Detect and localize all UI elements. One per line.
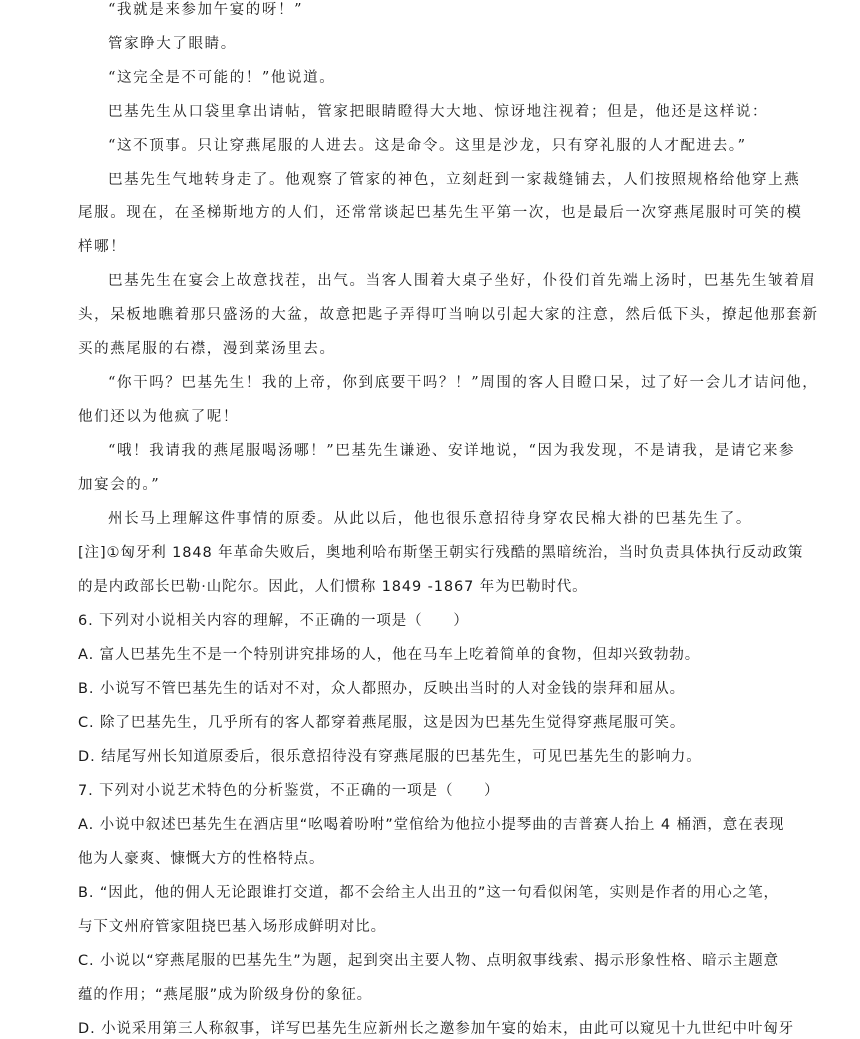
story-line: 买的燕尾服的右襟，漫到菜汤里去。 (78, 341, 336, 357)
question-6-option-b: B. 小说写不管巴基先生的话对不对，众人都照办，反映出当时的人对金钱的崇拜和屈从。 (78, 681, 686, 697)
question-7-stem: 7. 下列对小说艺术特色的分析鉴赏，不正确的一项是（ ） (78, 783, 500, 799)
story-line: 样哪！ (78, 239, 127, 255)
story-line: “哦！我请我的燕尾服喝汤哪！”巴基先生谦逊、安详地说，“因为我发现，不是请我，是请它来参 (108, 443, 796, 459)
story-line: 他们还以为他疯了呢！ (78, 409, 239, 425)
question-7-option-d: D. 小说采用第三人称叙事，详写巴基先生应新州长之邀参加午宴的始末，由此可以窥见十九世纪中叶匈牙 (78, 1021, 795, 1037)
story-line: “这完全是不可能的！”他说道。 (108, 70, 336, 86)
question-6-option-c: C. 除了巴基先生，几乎所有的客人都穿着燕尾服，这是因为巴基先生觉得穿燕尾服可笑。 (78, 715, 686, 731)
question-7-option-a-cont: 他为人豪爽、慷慨大方的性格特点。 (78, 851, 325, 867)
story-line: 巴基先生气地转身走了。他观察了管家的神色，立刻赶到一家裁缝铺去，人们按照规格给他穿上燕 (108, 172, 801, 188)
question-6-option-d: D. 结尾写州长知道原委后，很乐意招待没有穿燕尾服的巴基先生，可见巴基先生的影响力。 (78, 749, 702, 765)
story-line: 州长马上理解这件事情的原委。从此以后，他也很乐意招待身穿农民棉大褂的巴基先生了。 (108, 511, 752, 527)
question-6-stem: 6. 下列对小说相关内容的理解，不正确的一项是（ ） (78, 613, 469, 629)
story-line: “我就是来参加午宴的呀！” (108, 2, 304, 18)
question-7-option-c-cont: 蕴的作用；“燕尾服”成为阶级身份的象征。 (78, 987, 373, 1003)
story-line: 加宴会的。” (78, 477, 161, 493)
story-line: 头，呆板地瞧着那只盛汤的大盆，故意把匙子弄得叮当响以引起大家的注意，然后低下头，撩起他那套新 (78, 307, 819, 323)
note-line: [注]①匈牙利 1848 年革命失败后，奥地利哈布斯堡王朝实行残酷的黑暗统治，当时负责具体执行反动政策 (78, 545, 804, 561)
story-line: 巴基先生在宴会上故意找茬，出气。当客人围着大桌子坐好，仆役们首先端上汤时，巴基先生皱着眉 (108, 273, 817, 289)
question-6-option-a: A. 富人巴基先生不是一个特别讲究排场的人，他在马车上吃着简单的食物，但却兴致勃勃。 (78, 647, 701, 663)
story-line: 尾服。现在，在圣梯斯地方的人们，还常常谈起巴基先生平第一次，也是最后一次穿燕尾服时可笑的模 (78, 205, 803, 221)
question-7-option-b-cont: 与下文州府管家阻挠巴基入场形成鲜明对比。 (78, 919, 386, 935)
note-line: 的是内政部长巴勒·山陀尔。因此，人们惯称 1849 -1867 年为巴勒时代。 (78, 579, 588, 595)
question-7-option-a: A. 小说中叙述巴基先生在酒店里“吆喝着吩咐”堂倌给为他拉小提琴曲的吉普赛人抬上 4 桶酒，意在表现 (78, 817, 785, 833)
question-7-option-b: B. “因此，他的佣人无论跟谁打交道，都不会给主人出丑的”这一句看似闲笔，实则是作者的用心之笔， (78, 885, 779, 901)
story-line: 巴基先生从口袋里拿出请帖，管家把眼睛瞪得大大地、惊讶地注视着；但是，他还是这样说： (108, 104, 769, 120)
question-7-option-c: C. 小说以“穿燕尾服的巴基先生”为题，起到突出主要人物、点明叙事线索、揭示形象性格、暗示主题意 (78, 953, 780, 969)
story-line: “你干吗？巴基先生！我的上帝，你到底要干吗？！”周围的客人目瞪口呆，过了好一会儿才诘问他， (108, 375, 819, 391)
story-line: “这不顶事。只让穿燕尾服的人进去。这是命令。这里是沙龙，只有穿礼服的人才配进去。” (108, 138, 747, 154)
story-line: 管家睁大了眼睛。 (108, 36, 237, 52)
